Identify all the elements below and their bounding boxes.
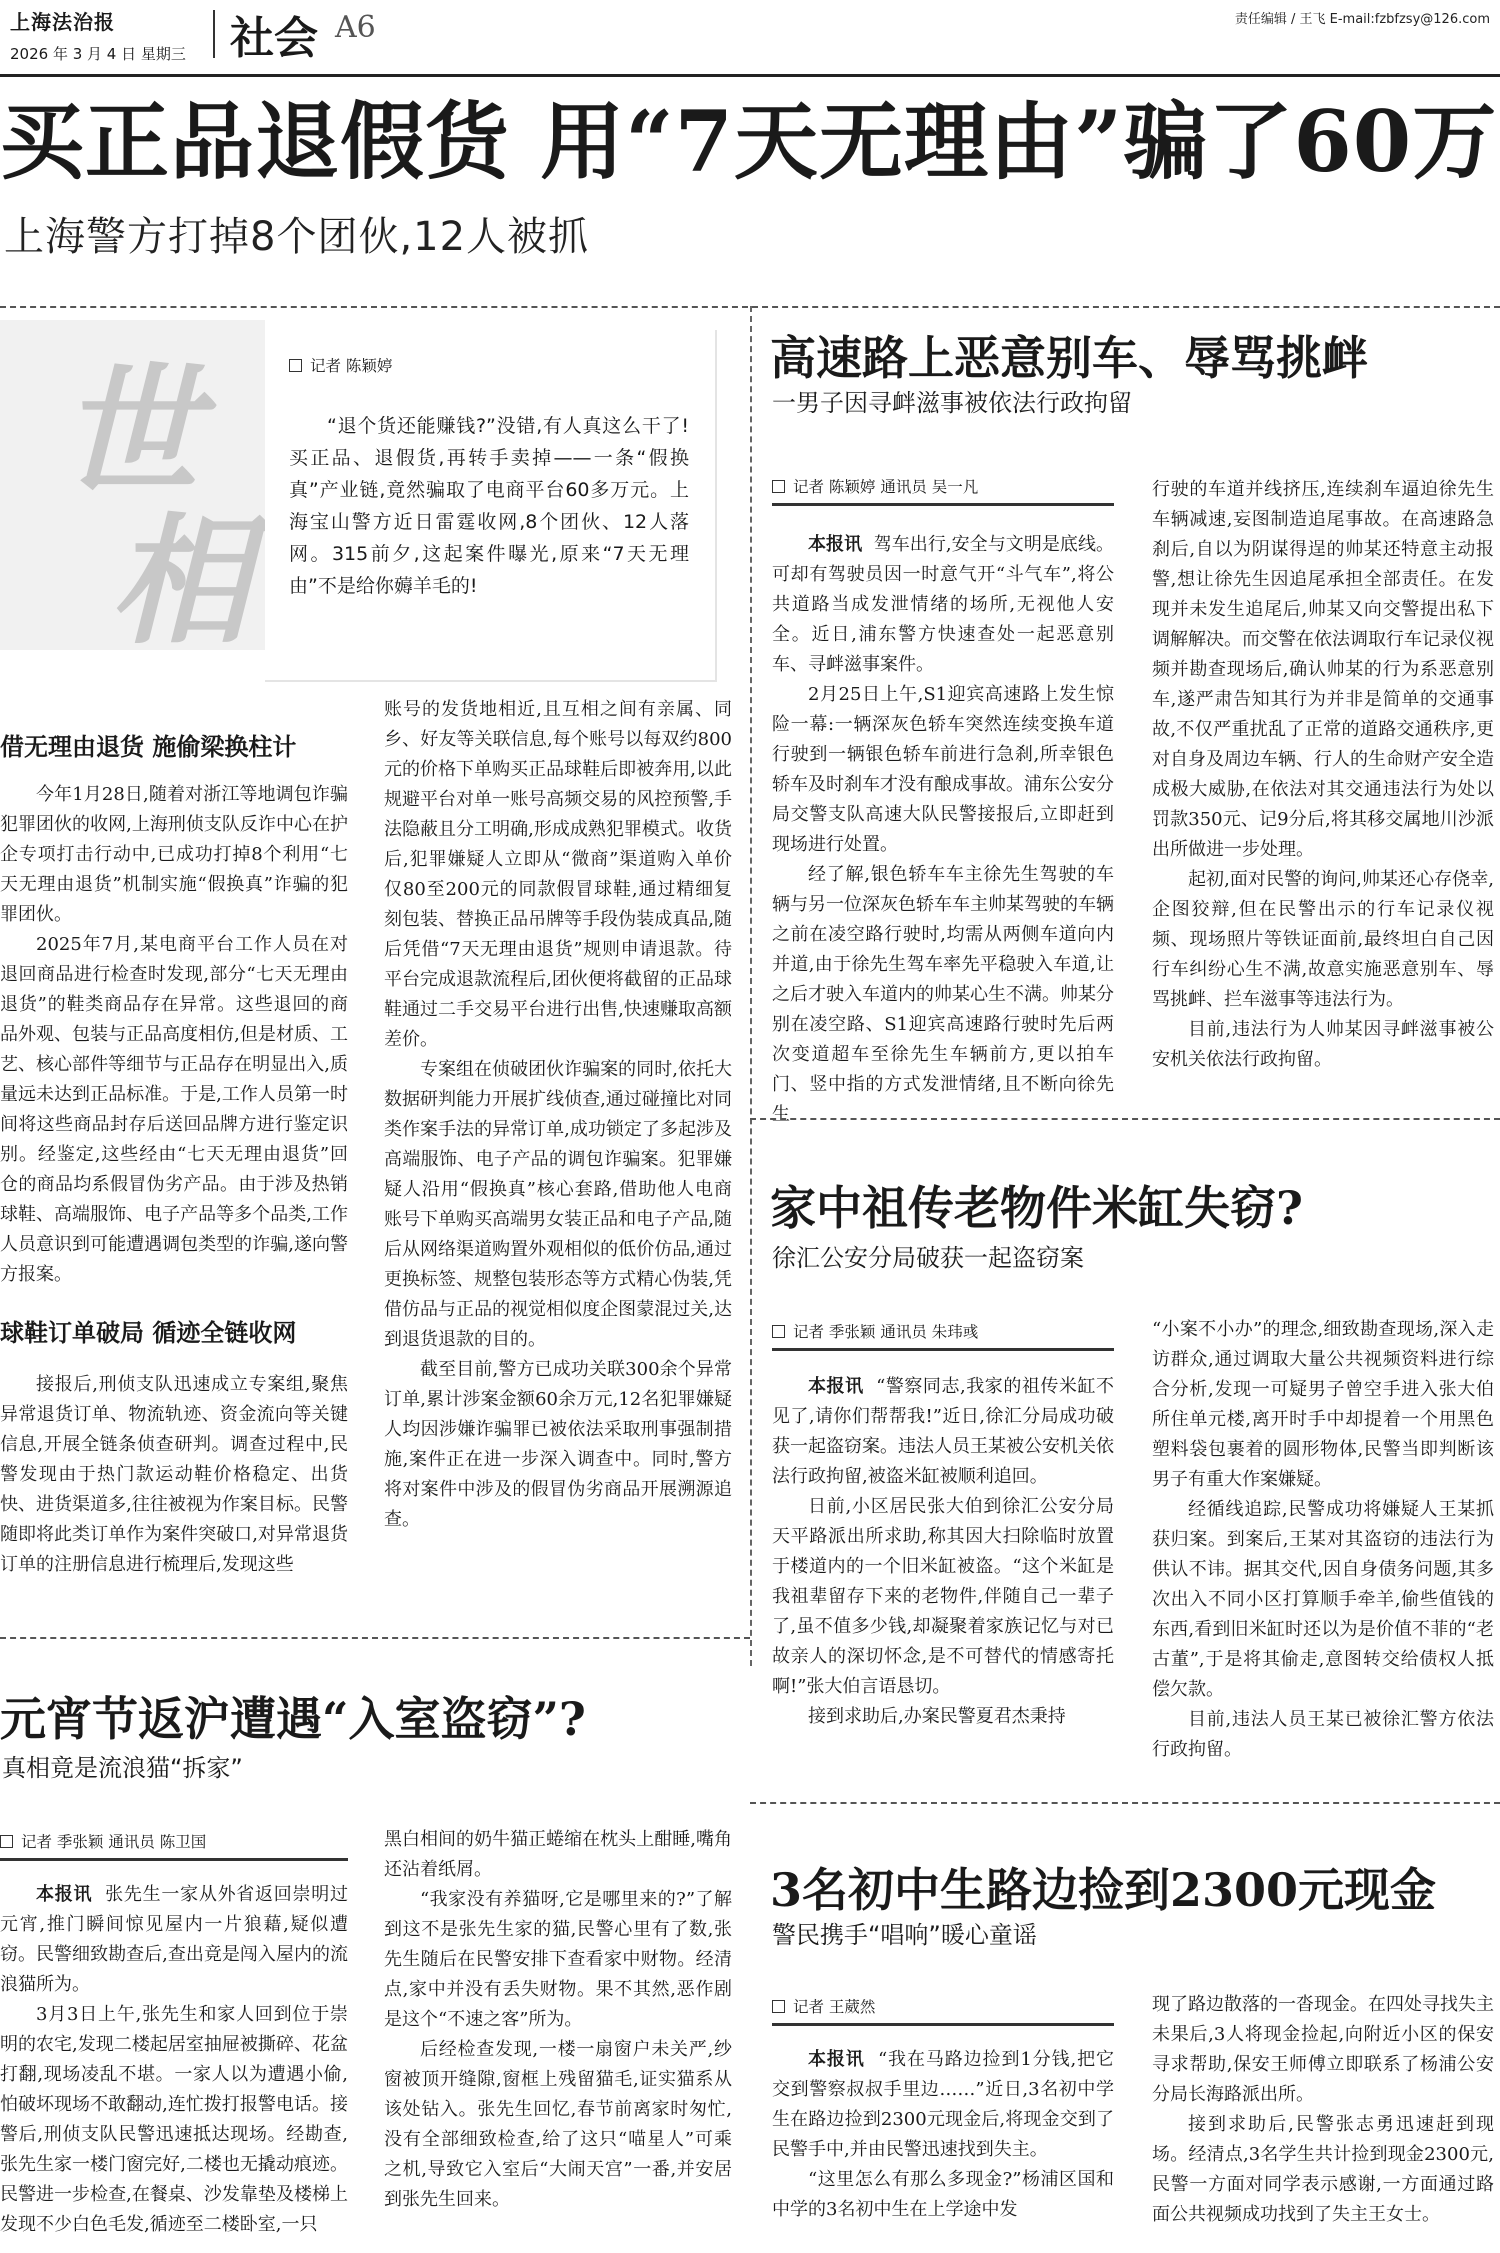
cash-story-title: 3名初中生路边捡到2300元现金 bbox=[770, 1863, 1437, 1917]
main-headline: 买正品退假货 用“7天无理由”骗了60万 bbox=[0, 92, 1498, 191]
cash-story-subtitle: 警民携手“唱响”暖心童谣 bbox=[772, 1921, 1037, 1949]
cash-story-col2: 现了路边散落的一沓现金。在四处寻找失主未果后,3人将现金捡起,向附近小区的保安寻求帮助,保安王师傅立即联系了杨浦公安分局长海路派出所。 接到求助后,民警张志勇迅速赶到现场。经清点,3名学生共计捡到现金2300元,民警一方面对同学表示感谢,一方面通过路面公共视频成功找到了失主王女士。 bbox=[1152, 1994, 1494, 2225]
section-name: 社会 bbox=[230, 13, 318, 64]
road-story-col2: 行驶的车道并线挤压,连续刹车逼迫徐先生车辆减速,妄图制造追尾事故。在高速路急刹后,自以为阴谋得逞的帅某还特意主动报警,想让徐先生因追尾承担全部责任。在发现并未发生追尾后,帅某又向交警提出私下调解解决。而交警在依法调取行车记录仪视频并勘查现场后,确认帅某的行为系恶意别车,遂严肃告知其行为并非是简单的交通事故,不仅严重扰乱了正常的道路交通秩序,更对自身及周边车辆、行人的生命财产安全造成极大威胁,在依法对其交通违法行为处以罚款350元、记9分后,将其移交属地川沙派出所做进一步处理。 起初,面对民警的询问,帅某还心存侥幸,企图狡辩,但在民警出示的行车记录仪视频、现场照片等铁证面前,最终坦白自己因行车纠纷心生不满,故意实施恶意别车、辱骂挑衅、拦车滋事等违法行为。 目前,违法行为人帅某因寻衅滋事被公安机关依法行政拘留。 bbox=[1152, 479, 1494, 1070]
masthead-divider bbox=[213, 10, 215, 58]
byline-square-icon bbox=[772, 1325, 785, 1338]
masthead-left bbox=[10, 6, 195, 64]
jar-story-subtitle: 徐汇公安分局破获一起盗窃案 bbox=[772, 1244, 1084, 1272]
road-story-title: 高速路上恶意别车、辱骂挑衅 bbox=[770, 331, 1368, 385]
byline-square-icon bbox=[0, 1835, 13, 1848]
page-number: A6 bbox=[335, 10, 376, 45]
jar-story-col1: 本报讯 “警察同志,我家的祖传米缸不见了,请你们帮帮我!”近日,徐汇分局成功破获一起盗窃案。违法人员王某被公安机关依法行政拘留,被盗米缸被顺利追回。 日前,小区居民张大伯到徐汇公安分局天平路派出所求助,称其因大扫除临时放置于楼道内的一个旧米缸被盗。“这个米缸是我祖辈留存下来的老物件,伴随自己一辈子了,虽不值多少钱,却凝聚着家族记忆与对已故亲人的深切怀念,是不可替代的情感寄托啊!”张大伯言语恳切。 接到求助后,办案民警夏君杰秉持 bbox=[772, 1376, 1114, 1727]
road-story-rule bbox=[750, 1118, 1500, 1120]
cat-story-col2: 黑白相间的奶牛猫正蜷缩在枕头上酣睡,嘴角还沾着纸屑。 “我家没有养猫呀,它是哪里来的?”了解到这不是张先生家的猫,民警心里有了数,张先生随后在民警安排下查看家中财物。经清点,家中并没有丢失财物。果不其然,恶作剧是这个“不速之客”所为。 后经检查发现,一楼一扇窗户未关严,纱窗被顶开缝隙,窗框上残留猫毛,证实猫系从该处钻入。张先生回忆,春节前离家时匆忙,没有全部细致检查,给了这只“喵星人”可乘之机,导致它入室后“大闹天宫”一番,并安居到张先生回来。 bbox=[384, 1829, 732, 2210]
editor-credit: 责任编辑 / 王飞 E-mail:fzbfzsy@126.com bbox=[1234, 12, 1490, 27]
road-story-byline: 记者 陈颖婷 通讯员 吴一凡 bbox=[772, 475, 1114, 506]
feature-section1-title: 借无理由退货 施偷梁换柱计 bbox=[0, 733, 297, 761]
cat-story-subtitle: 真相竟是流浪猫“拆家” bbox=[2, 1754, 243, 1782]
watermark-char: 世 bbox=[60, 350, 201, 514]
feature-col1-bottom: 接报后,刑侦支队迅速成立专案组,聚焦异常退货订单、物流轨迹、资金流向等关键信息,开展全链条侦查研判。调查过程中,民警发现由于热门款运动鞋价格稳定、出货快、进货渠道多,往往被视为作案目标。民警随即将此类订单作为案件突破口,对异常退货订单的注册信息进行梳理后,发现这些 bbox=[0, 1374, 348, 1575]
cash-story-byline: 记者 王葳然 bbox=[772, 1995, 1114, 2026]
byline-square-icon bbox=[772, 480, 785, 493]
road-story-subtitle: 一男子因寻衅滋事被依法行政拘留 bbox=[772, 389, 1132, 417]
jar-story-rule bbox=[750, 1802, 1500, 1804]
jar-story-title: 家中祖传老物件米缸失窃? bbox=[770, 1181, 1303, 1235]
feature-watermark bbox=[0, 320, 265, 664]
cash-story-col1: 本报讯 “我在马路边捡到1分钱,把它交到警察叔叔手里边……”近日,3名初中学生在路边捡到2300元现金后,将现金交到了民警手中,并由民警迅速找到失主。 “这里怎么有那么多现金?”杨浦区国和中学的3名初中生在上学途中发 bbox=[772, 2049, 1115, 2220]
cat-story-byline: 记者 季张颖 通讯员 陈卫国 bbox=[0, 1830, 348, 1861]
newspaper-logo: 上海法治报 bbox=[10, 10, 115, 34]
cat-story-col1: 本报讯 张先生一家从外省返回崇明过元宵,推门瞬间惊见屋内一片狼藉,疑似遭窃。民警细致勘查后,查出竟是闯入屋内的流浪猫所为。 3月3日上午,张先生和家人回到位于崇明的农宅,发现二楼起居室抽屉被撕碎、花盆打翻,现场凌乱不堪。一家人以为遭遇小偷,怕破坏现场不敢翻动,连忙拨打报警电话。接警后,刑侦支队民警迅速抵达现场。经勘查,张先生家一楼门窗完好,二楼也无撬动痕迹。民警进一步检查,在餐桌、沙发靠垫及楼梯上发现不少白色毛发,循迹至二楼卧室,一只 bbox=[0, 1884, 348, 2235]
feature-section2-title: 球鞋订单破局 循迹全链收网 bbox=[0, 1319, 297, 1347]
masthead-rule bbox=[0, 74, 1500, 77]
main-subheadline: 上海警方打掉8个团伙,12人被抓 bbox=[4, 214, 590, 260]
cat-story-title: 元宵节返沪遭遇“入室盗窃”? bbox=[0, 1692, 586, 1746]
cat-story-rule bbox=[0, 1637, 750, 1639]
road-story-col1: 本报讯 驾车出行,安全与文明是底线。可却有驾驶员因一时意气开“斗气车”,将公共道路当成发泄情绪的场所,无视他人安全。近日,浦东警方快速查处一起恶意别车、寻衅滋事案件。 2月25日上午,S1迎宾高速路上发生惊险一幕:一辆深灰色轿车突然连续变换车道行驶到一辆银色轿车前进行急刹,所幸银色轿车及时刹车才没有酿成事故。浦东公安分局交警支队高速大队民警接报后,立即赶到现场进行处置。 经了解,银色轿车车主徐先生驾驶的车辆与另一位深灰色轿车车主帅某驾驶的车辆之前在凌空路行驶时,均需从两侧车道向内并道,由于徐先生驾车率先平稳驶入车道,让之后才驶入车道内的帅某心生不满。帅某分别在凌空路、S1迎宾高速路行驶时先后两次变道超车至徐先生车辆前方,更以拍车门、竖中指的方式发泄情绪,且不断向徐先生 bbox=[772, 534, 1114, 1125]
watermark-char: 相 bbox=[110, 500, 251, 664]
feature-col2: 账号的发货地相近,且互相之间有亲属、同乡、好友等关联信息,每个账号以每双约800元的价格下单购买正品球鞋后即被奔用,以此规避平台对单一账号高频交易的风控预警,手法隐蔽且分工明确,形成成熟犯罪模式。收货后,犯罪嫌疑人立即从“微商”渠道购入单价仅80至200元的同款假冒球鞋,通过精细复刻包装、替换正品吊牌等手段伪装成真品,随后凭借“7天无理由退货”规则申请退款。待平台完成退款流程后,团伙便将截留的正品球鞋通过二手交易平台进行出售,快速赚取高额差价。 专案组在侦破团伙诈骗案的同时,依托大数据研判能力开展扩线侦查,通过碰撞比对同类作案手法的异常订单,成功锁定了多起涉及高端服饰、电子产品的调包诈骗案。犯罪嫌疑人沿用“假换真”核心套路,借助他人电商账号下单购买高端男女装正品和电子产品,随后从网络渠道购置外观相似的低价仿品,通过更换标签、规整包装形态等方式精心伪装,凭借仿品与正品的视觉相似度企图蒙混过关,达到退货退款的目的。 截至目前,警方已成功关联300余个异常订单,累计涉案金额60余万元,12名犯罪嫌疑人均因涉嫌诈骗罪已被依法采取刑事强制措施,案件正在进一步深入调查中。同时,警方将对案件中涉及的假冒伪劣商品开展溯源追查。 bbox=[384, 699, 732, 1530]
issue-date: 2026 年 3 月 4 日 星期三 bbox=[10, 45, 186, 63]
jar-story-col2: “小案不小办”的理念,细致勘查现场,深入走访群众,通过调取大量公共视频资料进行综合分析,发现一可疑男子曾空手进入张大伯所住单元楼,离开时手中却提着一个用黑色塑料袋包裹着的圆形物体,民警当即判断该男子有重大作案嫌疑。 经循线追踪,民警成功将嫌疑人王某抓获归案。到案后,王某对其盗窃的违法行为供认不讳。据其交代,因自身债务问题,其多次出入不同小区打算顺手牵羊,偷些值钱的东西,看到旧米缸时还以为是价值不菲的“老古董”,于是将其偷走,意图转交给债权人抵偿欠款。 目前,违法人员王某已被徐汇警方依法行政拘留。 bbox=[1152, 1319, 1494, 1760]
feature-col1-top: 今年1月28日,随着对浙江等地调包诈骗犯罪团伙的收网,上海刑侦支队反诈中心在护企专项打击行动中,已成功打掉8个利用“七天无理由退货”机制实施“假换真”诈骗的犯罪团伙。 2025年7月,某电商平台工作人员在对退回商品进行检查时发现,部分“七天无理由退货”的鞋类商品存在异常。这些退回的商品外观、包装与正品高度相仿,但是材质、工艺、核心部件等细节与正品存在明显出入,质量远未达到正品标准。于是,工作人员第一时间将这些商品封存后送回品牌方进行鉴定识别。经鉴定,这些经由“七天无理由退货”回仓的商品均系假冒伪劣产品。由于涉及热销球鞋、高端服饰、电子产品等多个品类,工作人员意识到可能遭遇调包类型的诈骗,遂向警方报案。 bbox=[0, 784, 348, 1285]
column-divider bbox=[750, 306, 752, 1666]
feature-intro-box bbox=[265, 330, 717, 682]
jar-story-byline: 记者 季张颖 通讯员 朱玮彧 bbox=[772, 1320, 1114, 1351]
byline-square-icon bbox=[289, 359, 302, 372]
feature-byline: 记者 陈颖婷 bbox=[289, 354, 392, 376]
feature-intro: “退个货还能赚钱?”没错,有人真这么干了!买正品、退假货,再转手卖掉——一条“假换真”产业链,竟然骗取了电商平台60多万元。上海宝山警方近日雷霆收网,8个团伙、12人落网。315前夕,这起案件曝光,原来“7天无理由”不是给你薅羊毛的! bbox=[289, 415, 689, 597]
byline-square-icon bbox=[772, 2000, 785, 2013]
